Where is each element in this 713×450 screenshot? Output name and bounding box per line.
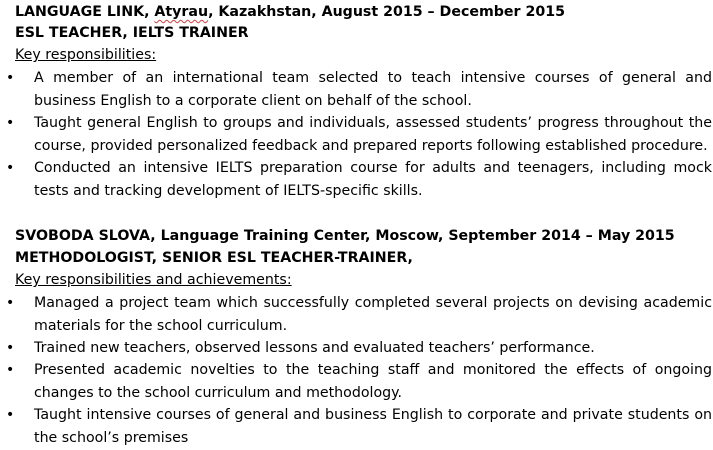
list-item-text: Managed a project team which successfully completed several projects on devising academic materials for the school curriculum. [34,295,712,334]
bullet-icon: • [6,340,15,356]
job1-section-label: Key responsibilities: [15,47,157,63]
bullet-icon: • [6,295,15,311]
job1-company-line [15,1,565,23]
list-item-text: Trained new teachers, observed lessons and evaluated teachers’ performance. [34,340,595,356]
job1-company-after: , Kazakhstan, August 2015 – December 2015 [208,4,565,20]
list-item-text: Taught general English to groups and individuals, assessed students’ progress throughout the course, provided personalized feedback and prepared reports following established procedure. [34,115,712,154]
bullet-icon: • [6,70,15,86]
bullet-icon: • [6,115,15,131]
job2-position: METHODOLOGIST, SENIOR ESL TEACHER-TRAINER, [15,250,413,266]
bullet-icon: • [6,362,15,378]
job1-position: ESL TEACHER, IELTS TRAINER [15,25,249,41]
list-item-text: Presented academic novelties to the teaching staff and monitored the effects of ongoing changes to the school curriculum and methodology. [34,362,712,401]
list-item-text: A member of an international team selected to teach intensive courses of general and business English to a corporate client on behalf of the school. [34,70,712,109]
job2-section-label: Key responsibilities and achievements: [15,272,292,288]
job1-company-before: LANGUAGE LINK, [15,4,155,20]
bullet-icon: • [6,407,15,423]
bullet-icon: • [6,160,15,176]
job2-company-line: SVOBODA SLOVA, Language Training Center, Moscow, September 2014 – May 2015 [15,228,675,244]
job1-city: Atyrau [154,4,209,20]
list-item-text: Conducted an intensive IELTS preparation course for adults and teenagers, including mock tests and tracking development of IELTS-specific skills. [34,160,712,199]
list-item-text: Taught intensive courses of general and business English to corporate and private students on the school’s premises [34,407,712,446]
